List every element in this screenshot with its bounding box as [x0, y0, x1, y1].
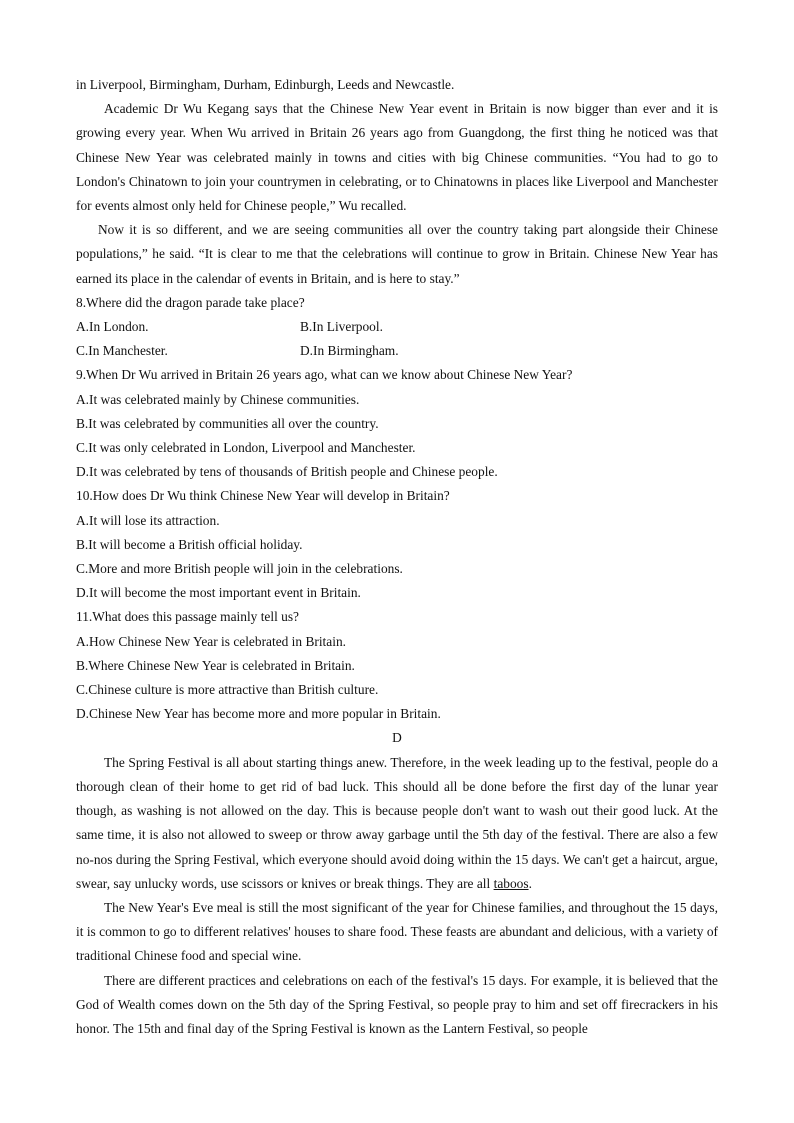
question-8: [76, 291, 718, 364]
paragraph-text-end: .: [528, 875, 532, 891]
question-11: [76, 605, 718, 726]
option-c[interactable]: C.It was only celebrated in London, Liverpool and Manchester.: [76, 440, 416, 456]
passage-d-paragraph-2: The New Year's Eve meal is still the most significant of the year for Chinese families, and throughout the 15 days, it is common to go to different relatives' houses to share food. These feasts are abundant and delicious, with a variety of traditional Chinese food and special wine.: [76, 899, 718, 964]
passage-c-paragraph-2: Now it is so different, and we are seeing communities all over the country taking part alongside their Chinese populations,” he said. “It is clear to me that the celebrations will continue to grow in Britain. Chinese New Year has earned its place in the calendar of events in Britain, and is here to stay.”: [76, 222, 718, 286]
document-page: [76, 73, 718, 1041]
passage-d-paragraph-1: [76, 751, 718, 896]
option-b[interactable]: B.Where Chinese New Year is celebrated in Britain.: [76, 657, 355, 673]
question-stem: 10.How does Dr Wu think Chinese New Year will develop in Britain?: [76, 488, 450, 504]
option-c[interactable]: C.In Manchester.: [76, 343, 168, 359]
options-row: [76, 315, 718, 339]
option-a[interactable]: A.How Chinese New Year is celebrated in Britain.: [76, 633, 346, 649]
option-a[interactable]: A.In London.: [76, 319, 149, 335]
section-heading: D: [392, 730, 402, 746]
option-a[interactable]: A.It will lose its attraction.: [76, 512, 220, 528]
paragraph-text: The Spring Festival is all about starting things anew. Therefore, in the week leading up to the festival, people do a thorough clean of their home to get rid of bad luck. This should all be done before the first day of the lunar year though, as washing is not allowed on the day. This is because people don't want to wash out their good luck. At the same time, it is also not allowed to sweep or throw away garbage until the 5th day of the festival. There are also a few no-nos during the Spring Festival, which everyone should avoid doing within the 15 days. We can't get a haircut, argue, swear, say unlucky words, use scissors or knives or break things. They are all: [76, 754, 718, 891]
option-d[interactable]: D.It was celebrated by tens of thousands of British people and Chinese people.: [76, 464, 498, 480]
question-9: [76, 363, 718, 484]
option-d[interactable]: D.In Birmingham.: [300, 343, 399, 359]
option-c[interactable]: C.More and more British people will join in the celebrations.: [76, 561, 403, 577]
passage-d-paragraph-3: There are different practices and celebrations on each of the festival's 15 days. For example, it is believed that the God of Wealth comes down on the 5th day of the Spring Festival, so people pray to him and set off firecrackers in his honor. The 15th and final day of the Spring Festival is known as the Lantern Festival, so people: [76, 972, 718, 1036]
option-b[interactable]: B.It will become a British official holiday.: [76, 536, 303, 552]
option-b[interactable]: B.In Liverpool.: [300, 319, 383, 335]
question-stem: 8.Where did the dragon parade take place?: [76, 294, 305, 310]
question-stem: 11.What does this passage mainly tell us?: [76, 609, 300, 625]
passage-c-paragraph-1: Academic Dr Wu Kegang says that the Chinese New Year event in Britain is now bigger than ever and it is growing every year. When Wu arrived in Britain 26 years ago from Guangdong, the first thing he noticed was that Chinese New Year was celebrated mainly in towns and cities with big Chinese communities. “You had to go to London's Chinatown to join your countrymen in celebrating, or to Chinatowns in places like Liverpool and Manchester for events almost only held for Chinese people,” Wu recalled.: [76, 101, 718, 214]
question-10: [76, 484, 718, 605]
underlined-word: taboos: [493, 875, 529, 891]
option-b[interactable]: B.It was celebrated by communities all over the country.: [76, 415, 379, 431]
option-a[interactable]: A.It was celebrated mainly by Chinese communities.: [76, 391, 360, 407]
question-stem: 9.When Dr Wu arrived in Britain 26 years ago, what can we know about Chinese New Year?: [76, 367, 573, 383]
option-d[interactable]: D.Chinese New Year has become more and more popular in Britain.: [76, 706, 441, 722]
passage-c-paragraph-0: in Liverpool, Birmingham, Durham, Edinburgh, Leeds and Newcastle.: [76, 77, 455, 92]
options-row: [76, 339, 718, 363]
option-c[interactable]: C.Chinese culture is more attractive than British culture.: [76, 682, 379, 698]
option-d[interactable]: D.It will become the most important event in Britain.: [76, 585, 361, 601]
